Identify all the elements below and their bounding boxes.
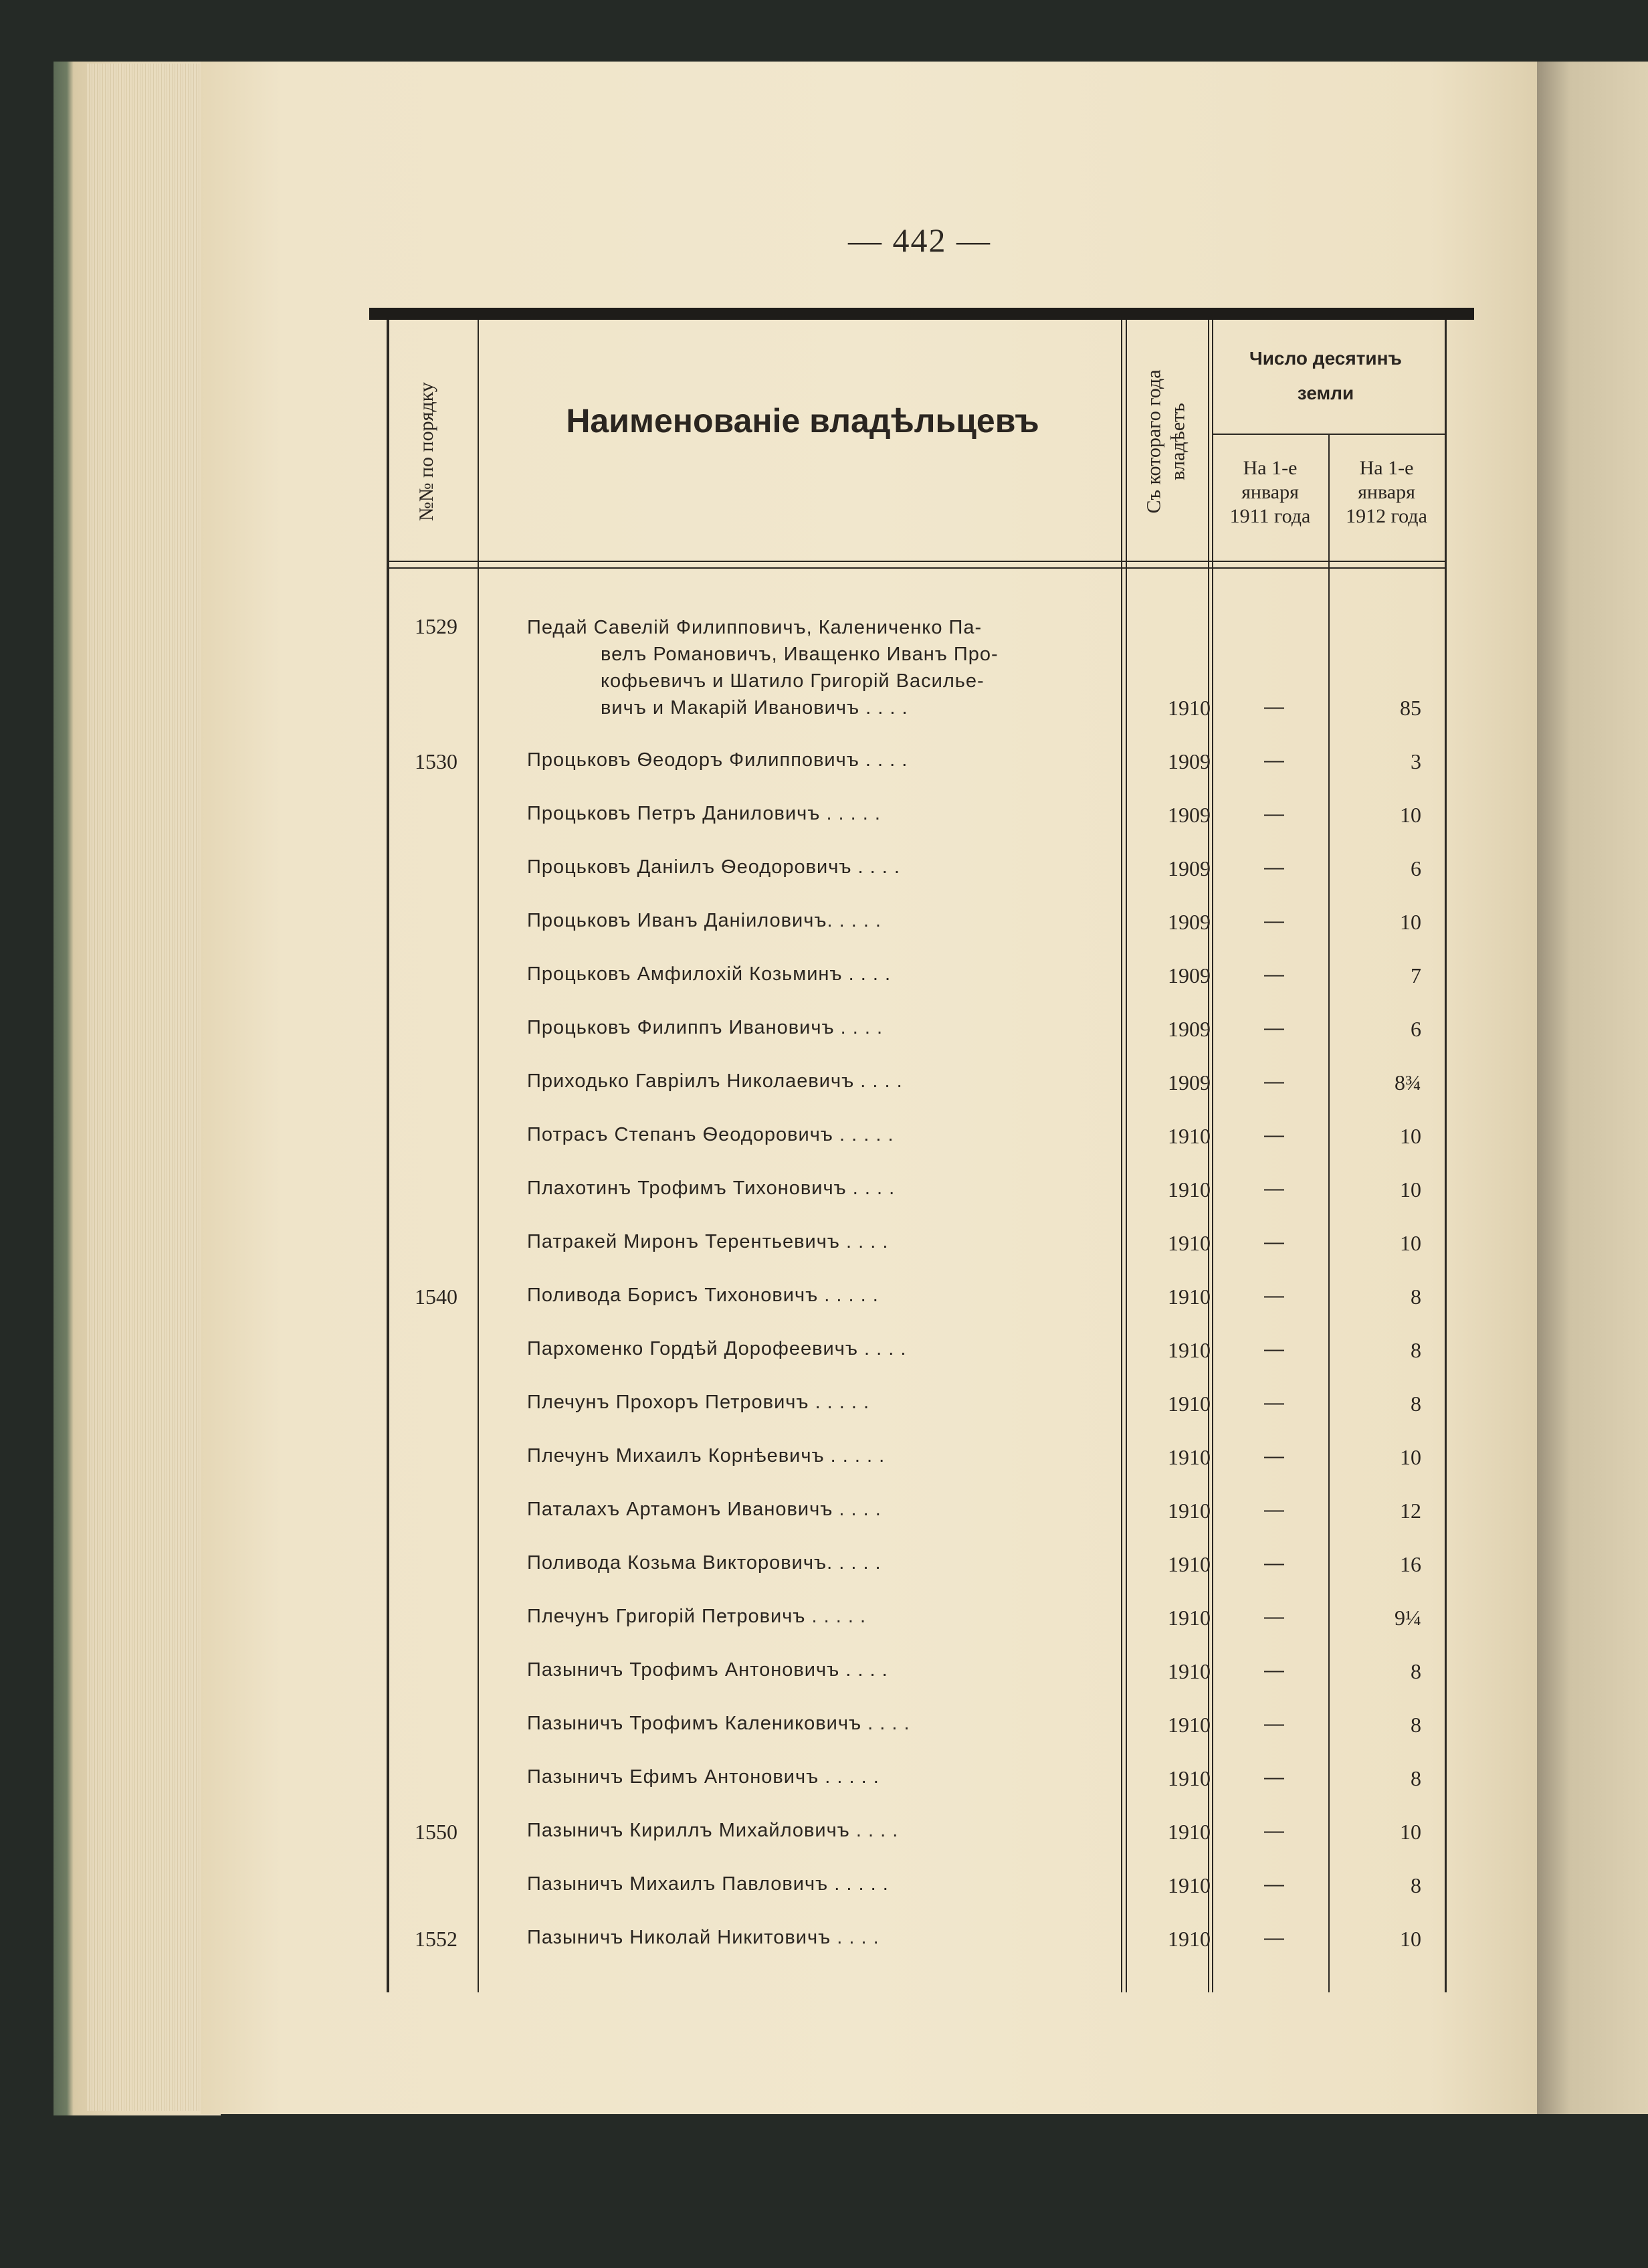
row-owner-name: Пазыничъ Кириллъ Михайловичъ . . . .	[527, 1820, 899, 1841]
row-1911-value: —	[1264, 1659, 1284, 1681]
table-row	[0, 1606, 1648, 1632]
row-1912-value: 10	[1400, 910, 1421, 934]
header-1912-line1: На 1-е	[1359, 457, 1414, 479]
row-owner-name: Патракей Миронъ Терентьевичъ . . . .	[527, 1231, 889, 1252]
row-year: 1910	[1168, 1124, 1211, 1148]
header-owner-name: Наименованіе владѣльцевъ	[566, 402, 1039, 440]
row-year: 1910	[1168, 1285, 1211, 1309]
row-1912-value: 10	[1400, 1124, 1421, 1148]
row-year: 1910	[1168, 1392, 1211, 1416]
row-year: 1910	[1168, 1713, 1211, 1737]
row-1911-value: —	[1264, 1392, 1284, 1414]
row-1911-value: —	[1264, 696, 1284, 718]
row-1912-value: 8	[1411, 1659, 1421, 1683]
table-row	[0, 1927, 1648, 1954]
row-owner-name: Процьковъ Иванъ Даніиловичъ. . . . .	[527, 910, 882, 931]
header-number-column	[400, 348, 453, 555]
table-row	[0, 1017, 1648, 1044]
table-row	[0, 1392, 1648, 1418]
row-1911-value: —	[1264, 856, 1284, 878]
row-number: 1552	[415, 1927, 457, 1951]
table-row	[0, 1766, 1648, 1793]
row-1911-value: —	[1264, 1927, 1284, 1949]
row-number: 1529	[415, 614, 457, 638]
row-number: 1540	[415, 1285, 457, 1309]
header-1912-line3: 1912 года	[1346, 505, 1427, 527]
table-row	[0, 1713, 1648, 1739]
header-year-column	[1130, 321, 1203, 562]
table-row	[0, 1177, 1648, 1204]
row-year: 1910	[1168, 1445, 1211, 1469]
table-row	[0, 749, 1648, 776]
group-header-rule	[1212, 434, 1446, 435]
row-year: 1909	[1168, 963, 1211, 987]
table-left-border	[387, 320, 389, 1992]
row-1911-value: —	[1264, 1499, 1284, 1521]
header-year-line2: владѣетъ	[1167, 403, 1190, 480]
row-owner-name: Паталахъ Артамонъ Ивановичъ . . . .	[527, 1499, 882, 1520]
row-year: 1909	[1168, 749, 1211, 773]
row-number: 1550	[415, 1820, 457, 1844]
row-year: 1910	[1168, 1499, 1211, 1523]
table-row	[0, 1338, 1648, 1365]
row-year: 1909	[1168, 910, 1211, 934]
header-year-label	[1142, 369, 1191, 513]
year-col-divider	[1208, 320, 1209, 1992]
row-1911-value: —	[1264, 803, 1284, 825]
row-owner-name: Пазыничъ Михаилъ Павловичъ . . . . .	[527, 1873, 889, 1895]
row-owner-name: Приходько Гавріилъ Николаевичъ . . . .	[527, 1070, 903, 1092]
header-desyatin-group	[1212, 341, 1439, 411]
table-row-values	[0, 696, 1648, 723]
row-1911-value: —	[1264, 1552, 1284, 1574]
row-owner-name: Плахотинъ Трофимъ Тихоновичъ . . . .	[527, 1177, 896, 1199]
row-owner-name: Пазыничъ Трофимъ Антоновичъ . . . .	[527, 1659, 888, 1681]
row-1911-value: —	[1264, 1873, 1284, 1895]
row-1912-value: 6	[1411, 1017, 1421, 1041]
row-1912-value: 8	[1411, 1873, 1421, 1897]
row-1911-value: —	[1264, 1606, 1284, 1628]
table-row	[0, 803, 1648, 830]
row-owner-name: Плечунъ Григорій Петровичъ . . . . .	[527, 1606, 866, 1627]
row-year: 1909	[1168, 1017, 1211, 1041]
row-1911-value: —	[1264, 1177, 1284, 1200]
table-row	[0, 910, 1648, 937]
owner-line: велъ Романовичъ, Иващенко Иванъ Про-	[601, 644, 999, 665]
row-owner-name: Процьковъ Филиппъ Ивановичъ . . . .	[527, 1017, 884, 1038]
row-owner-name: Процьковъ Амфилохій Козьминъ . . . .	[527, 963, 892, 985]
table-right-border	[1445, 320, 1447, 1992]
row-year: 1910	[1168, 1927, 1211, 1951]
row-year: 1910	[1168, 1231, 1211, 1255]
row-1911-value: —	[1264, 1820, 1284, 1842]
row-owner-name: Пазыничъ Ефимъ Антоновичъ . . . . .	[527, 1766, 880, 1788]
row-owner-name: Плечунъ Михаилъ Корнѣевичъ . . . . .	[527, 1445, 886, 1467]
row-1912-value: 10	[1400, 1820, 1421, 1844]
row-number: 1530	[415, 749, 457, 773]
row-1912-value: 12	[1400, 1499, 1421, 1523]
table-row	[0, 1124, 1648, 1151]
row-1912-value: 8	[1411, 1766, 1421, 1790]
header-1912-line2: января	[1358, 481, 1415, 503]
row-1912-value: 10	[1400, 1445, 1421, 1469]
header-1911-line1: На 1-е	[1243, 457, 1298, 479]
row-year: 1910	[1168, 1177, 1211, 1202]
row-owner-name: Пархоменко Гордѣй Дорофеевичъ . . . .	[527, 1338, 907, 1359]
row-year: 1910	[1168, 1873, 1211, 1897]
header-1911-line2: января	[1241, 481, 1299, 503]
table-row	[0, 1231, 1648, 1258]
table-row	[0, 1285, 1648, 1311]
sub-col-divider	[1328, 435, 1330, 1992]
row-1911-value: —	[1264, 1124, 1284, 1146]
header-group-line2: земли	[1297, 383, 1354, 403]
row-year: 1910	[1168, 1606, 1211, 1630]
row-owner-name: Плечунъ Прохоръ Петровичъ . . . . .	[527, 1392, 870, 1413]
row-year: 1909	[1168, 1070, 1211, 1095]
header-1911	[1213, 456, 1327, 529]
row-1912-value: 16	[1400, 1552, 1421, 1576]
name-col-divider	[1121, 320, 1122, 1992]
row-1911-value: —	[1264, 1017, 1284, 1039]
row-year: 1910	[1168, 1338, 1211, 1362]
row-1911-value: —	[1264, 910, 1284, 932]
row-year: 1909	[1168, 856, 1211, 880]
table-row	[0, 856, 1648, 883]
row-1911-value: —	[1264, 1231, 1284, 1253]
num-col-divider	[478, 320, 479, 1992]
row-year: 1909	[1168, 803, 1211, 827]
row-1911-value: —	[1264, 1445, 1284, 1467]
table-top-rule	[369, 308, 1474, 320]
row-owner-name: Пазыничъ Николай Никитовичъ . . . .	[527, 1927, 880, 1948]
row-1912-value: 7	[1411, 963, 1421, 987]
row-1911-value: —	[1264, 749, 1284, 771]
owner-line: Педай Савелій Филипповичъ, Калениченко Па-	[527, 617, 983, 638]
row-owner-name: Пазыничъ Трофимъ Калениковичъ . . . .	[527, 1713, 910, 1734]
row-1911-value: —	[1264, 1338, 1284, 1360]
row-1912-value: 10	[1400, 803, 1421, 827]
row-1911-value: —	[1264, 1713, 1284, 1735]
row-owner-name: Поливода Козьма Викторовичъ. . . . .	[527, 1552, 882, 1574]
page-number: — 442 —	[848, 221, 991, 259]
table-row	[0, 1820, 1648, 1847]
header-bottom-rule-2	[387, 567, 1446, 569]
row-1912-value: 6	[1411, 856, 1421, 880]
row-1912-value: 3	[1411, 749, 1421, 773]
row-1912-value: 10	[1400, 1231, 1421, 1255]
year-col-divider-2	[1212, 320, 1213, 1992]
row-1912-value: 8	[1411, 1338, 1421, 1362]
owner-line: вичъ и Макарій Ивановичъ . . . .	[601, 697, 908, 719]
row-owner-name: Процьковъ Петръ Даниловичъ . . . . .	[527, 803, 881, 824]
row-year: 1910	[1168, 1552, 1211, 1576]
header-year-line1: Съ котораго года	[1143, 369, 1166, 514]
header-group-line1: Число десятинъ	[1249, 348, 1402, 369]
row-year: 1910	[1168, 696, 1211, 720]
row-year: 1910	[1168, 1659, 1211, 1683]
table-row	[0, 1552, 1648, 1579]
table-row	[0, 1659, 1648, 1686]
header-1911-line3: 1911 года	[1229, 505, 1311, 527]
table-row	[0, 1873, 1648, 1900]
row-year: 1910	[1168, 1820, 1211, 1844]
table-row	[0, 1499, 1648, 1525]
row-1912-value: 10	[1400, 1927, 1421, 1951]
owner-line: кофьевичъ и Шатило Григорій Василье-	[601, 670, 985, 692]
row-owner-name: Поливода Борисъ Тихоновичъ . . . . .	[527, 1285, 879, 1306]
row-1911-value: —	[1264, 1285, 1284, 1307]
table-row	[0, 963, 1648, 990]
row-1911-value: —	[1264, 963, 1284, 985]
header-bottom-rule	[387, 561, 1446, 562]
row-1912-value: 85	[1400, 696, 1421, 720]
table-row	[0, 1445, 1648, 1472]
name-col-divider-2	[1126, 320, 1127, 1992]
row-1912-value: 8	[1411, 1285, 1421, 1309]
row-owner-name: Процьковъ Ѳеодоръ Филипповичъ . . . .	[527, 749, 908, 771]
row-owner-name: Потрасъ Степанъ Ѳеодоровичъ . . . . .	[527, 1124, 894, 1145]
row-owner-name: Процьковъ Даніилъ Ѳеодоровичъ . . . .	[527, 856, 900, 878]
row-1911-value: —	[1264, 1070, 1284, 1093]
row-1912-value: 9¼	[1395, 1606, 1421, 1630]
table-row	[0, 1070, 1648, 1097]
row-1912-value: 8¾	[1395, 1070, 1421, 1095]
row-1912-value: 8	[1411, 1713, 1421, 1737]
row-1912-value: 8	[1411, 1392, 1421, 1416]
row-1911-value: —	[1264, 1766, 1284, 1788]
row-year: 1910	[1168, 1766, 1211, 1790]
header-number-label: №№ по порядку	[415, 382, 438, 521]
header-1912	[1330, 456, 1443, 529]
row-1912-value: 10	[1400, 1177, 1421, 1202]
